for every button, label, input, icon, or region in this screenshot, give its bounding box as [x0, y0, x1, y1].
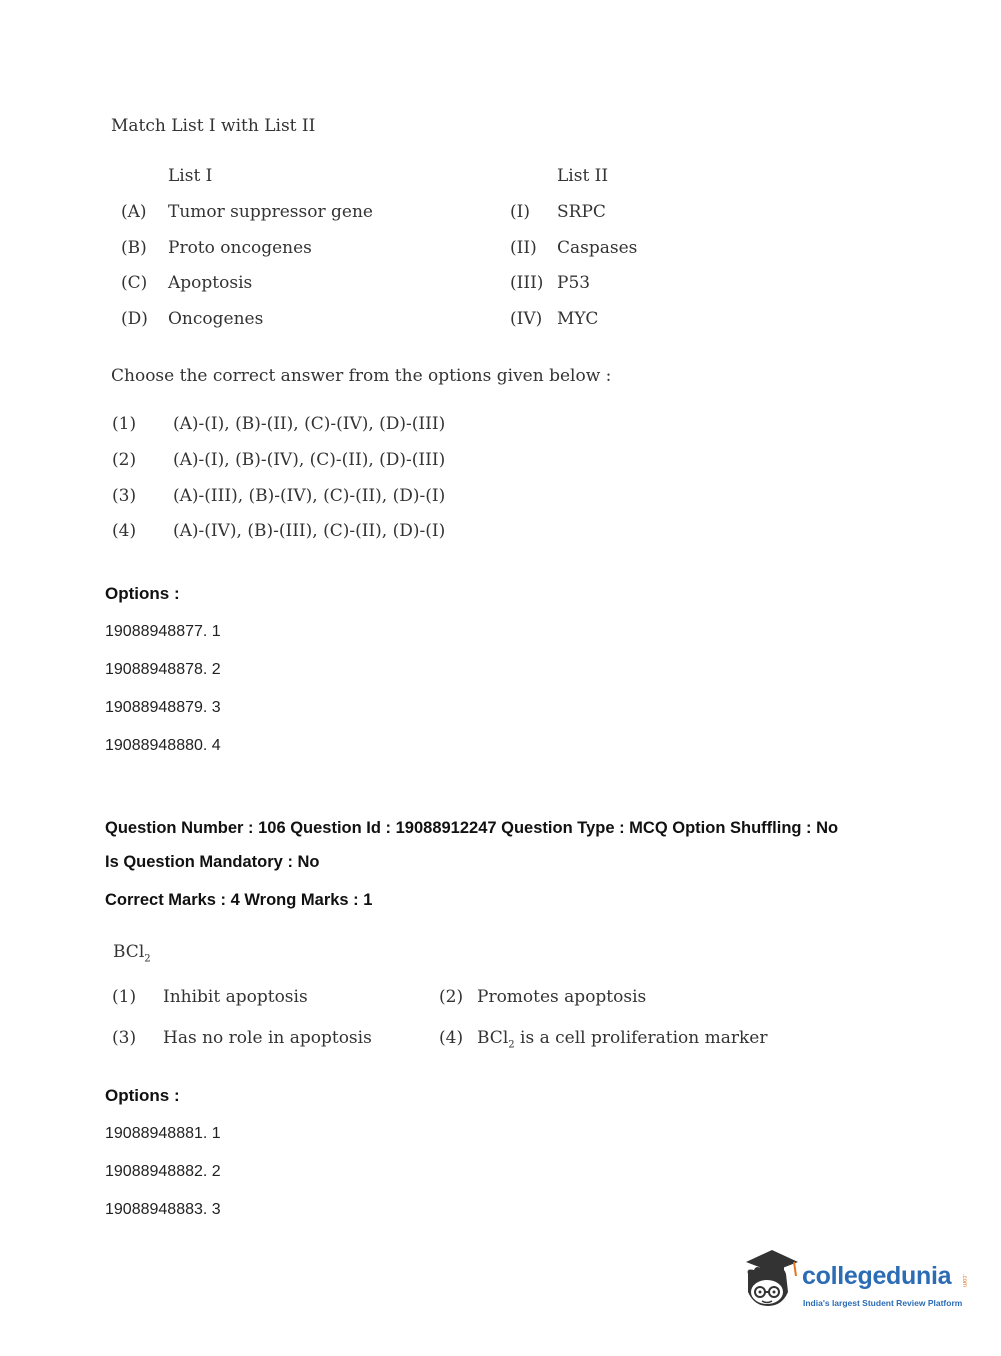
list1-key: (D)	[121, 309, 148, 329]
choice-text: Has no role in apoptosis	[163, 1028, 372, 1048]
choice-text: Inhibit apoptosis	[163, 987, 308, 1007]
list2-key: (I)	[510, 202, 530, 222]
list2-key: (II)	[510, 238, 537, 258]
list1-item: Oncogenes	[168, 309, 264, 329]
q1-prompt: Match List I with List II	[111, 116, 316, 136]
q2-stem: BCl$_2$	[113, 942, 151, 965]
list2-key: (III)	[510, 273, 544, 293]
list2-header: List II	[557, 166, 609, 186]
q2-meta-line3: Correct Marks : 4 Wrong Marks : 1	[105, 891, 373, 909]
logo-name: collegedunia	[802, 1262, 952, 1290]
choice-number: (2)	[439, 987, 464, 1007]
list1-key: (C)	[121, 273, 148, 293]
choice-text: (A)-(I), (B)-(II), (C)-(IV), (D)-(III)	[173, 414, 446, 434]
q1-option: 19088948879. 3	[105, 699, 221, 716]
list1-key: (A)	[121, 202, 147, 222]
choice-number: (3)	[112, 1028, 137, 1048]
choice-text: (A)-(III), (B)-(IV), (C)-(II), (D)-(I)	[173, 486, 446, 506]
q2-option: 19088948881. 1	[105, 1125, 221, 1142]
list2-item: P53	[557, 273, 591, 293]
choice-number: (4)	[112, 521, 137, 541]
list2-item: MYC	[557, 309, 599, 329]
q1-instruction: Choose the correct answer from the options given below :	[111, 366, 612, 386]
q1-option: 19088948880. 4	[105, 737, 221, 754]
q2-option: 19088948883. 3	[105, 1201, 221, 1218]
list1-item: Tumor suppressor gene	[168, 202, 373, 222]
q2-meta-line2: Is Question Mandatory : No	[105, 853, 320, 871]
choice-text: BCl$_2$ is a cell proliferation marker	[477, 1028, 768, 1051]
list1-item: Apoptosis	[168, 273, 253, 293]
q2-meta-line1: Question Number : 106 Question Id : 19088912247 Question Type : MCQ Option Shuffling : No	[105, 819, 839, 837]
choice-number: (1)	[112, 987, 137, 1007]
list1-item: Proto oncogenes	[168, 238, 312, 258]
mascot-icon	[738, 1248, 800, 1316]
q2-option: 19088948882. 2	[105, 1163, 221, 1180]
collegedunia-logo[interactable]	[738, 1248, 978, 1320]
list2-key: (IV)	[510, 309, 543, 329]
choice-number: (4)	[439, 1028, 464, 1048]
logo-com: .com	[961, 1274, 967, 1288]
choice-text: Promotes apoptosis	[477, 987, 647, 1007]
list2-item: SRPC	[557, 202, 606, 222]
logo-tagline: India's largest Student Review Platform	[803, 1298, 963, 1308]
choice-text: (A)-(IV), (B)-(III), (C)-(II), (D)-(I)	[173, 521, 446, 541]
list1-header: List I	[168, 166, 213, 186]
choice-number: (2)	[112, 450, 137, 470]
q1-option: 19088948877. 1	[105, 623, 221, 640]
q2-options-label: Options :	[105, 1086, 180, 1105]
list1-key: (B)	[121, 238, 147, 258]
q1-options-label: Options :	[105, 584, 180, 603]
list2-item: Caspases	[557, 238, 638, 258]
choice-number: (1)	[112, 414, 137, 434]
choice-text: (A)-(I), (B)-(IV), (C)-(II), (D)-(III)	[173, 450, 446, 470]
q1-option: 19088948878. 2	[105, 661, 221, 678]
choice-number: (3)	[112, 486, 137, 506]
